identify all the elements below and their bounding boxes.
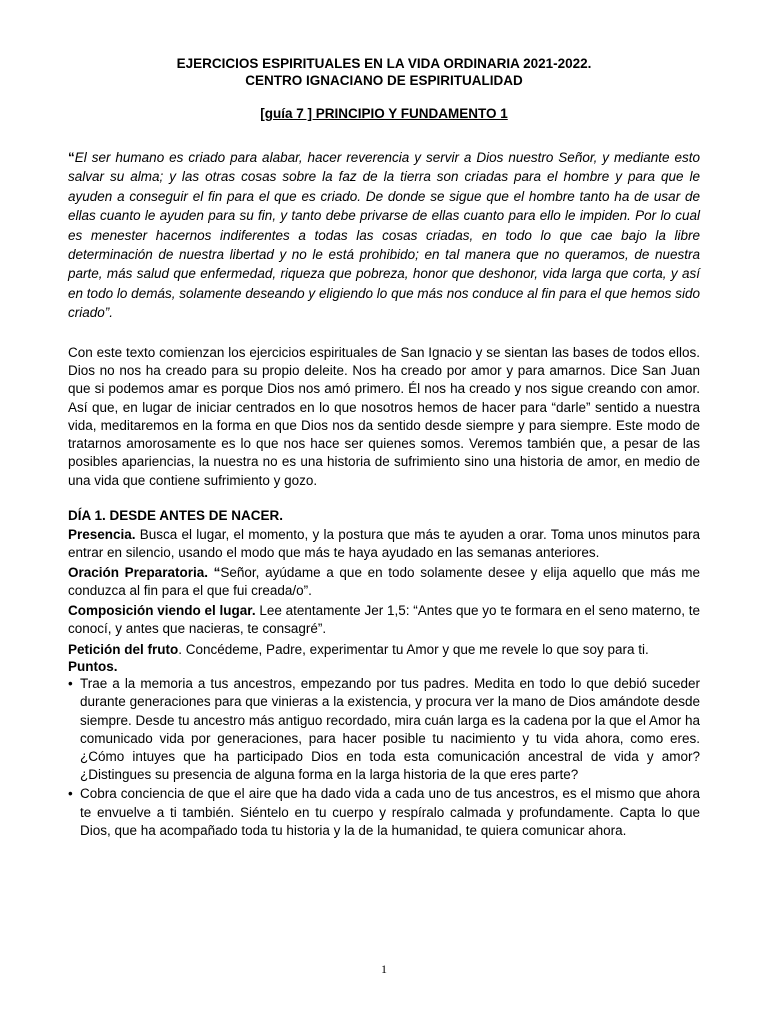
guide-heading <box>68 106 700 121</box>
points-list <box>68 675 700 840</box>
section-composicion <box>68 602 700 637</box>
bullet-icon: • <box>68 786 73 802</box>
point-text: Cobra conciencia de que el aire que ha dado vida a cada uno de tus ancestros, es el mismo que ahora te envuelve a ti también. Siéntelo en tu cuerpo y respíralo calmada y profundamente. Capta lo que Dios, que ha acompañado toda tu historia y la de la humanidad, te quiera comunicar ahora. <box>80 786 700 838</box>
section-label: Composición viendo el lugar. <box>68 603 256 619</box>
bullet-icon: • <box>68 676 73 692</box>
page-number: 1 <box>381 962 387 976</box>
quote-open-mark: “ <box>68 150 75 165</box>
section-text: . Concédeme, Padre, experimentar tu Amor y que me revele lo que soy para ti. <box>178 641 649 657</box>
section-peticion <box>68 641 700 659</box>
guide-label: [guía 7 ] PRINCIPIO Y FUNDAMENTO 1 <box>260 106 508 121</box>
section-text: Busca el lugar, el momento, y la postura que más te ayuden a orar. Toma unos minutos para entrar en silencio, usando el modo que más te haya ayudado en las semanas anteriores. <box>68 527 700 560</box>
section-label: Petición del fruto <box>68 641 179 657</box>
list-item <box>68 785 700 840</box>
section-text: Señor, ayúdame a que en todo solamente desee y elija aquello que más me conduzca al fin para el que fui creada/o”. <box>68 565 700 598</box>
intro-paragraph: Con este texto comienzan los ejercicios espirituales de San Ignacio y se sientan las bases de todos ellos. Dios no nos ha creado para su propio deleite. Nos ha creado por amor y para amarnos. Dice San Juan que si podemos amar es porque Dios nos amó primero. Él nos ha creado y nos sigue creando con amor. Así que, en lugar de iniciar centrados en lo que nosotros hemos de hacer para “darle” sentido a nuestra vida, meditaremos en la forma en que Dios nos da sentido desde siempre y para siempre. Este modo de tratarnos amorosamente es lo que nos hace ser quienes somos. Veremos también que, a pesar de las posibles apariencias, la nuestra no es una historia de sufrimiento sino una historia de amor, en medio de una vida que contiene sufrimiento y gozo. <box>68 344 700 488</box>
point-text: Trae a la memoria a tus ancestros, empezando por tus padres. Medita en todo lo que debió suceder durante generaciones para que vinieras a la existencia, y procura ver la mano de Dios amándote desde siempre. Desde tu ancestro más antiguo recordado, mira cuán larga es la cadena por la que el Amor ha comunicado vida por generaciones, para hacer posible tu nacimiento y tu vida ahora, como eres. ¿Cómo intuyes que ha participado Dios en toda esta comunicación ancestral de vida y amor? ¿Distingues su presencia de alguna forma en la larga historia de la que eres parte? <box>80 676 700 783</box>
section-oracion-preparatoria <box>68 564 700 599</box>
section-label: Oración Preparatoria. “ <box>68 565 221 581</box>
day-1-heading: DÍA 1. DESDE ANTES DE NACER. <box>68 508 284 524</box>
section-text: Lee atentamente Jer 1,5: “Antes que yo te formara en el seno materno, te conocí, y antes que nacieras, te consagré”. <box>68 603 701 636</box>
ignatius-quote <box>68 148 700 323</box>
quote-text: El ser humano es criado para alabar, hacer reverencia y servir a Dios nuestro Señor, y mediante esto salvar su alma; y las otras cosas sobre la faz de la tierra son criadas para el hombre y para que le ayuden a conseguir el fin para el que es criado. De donde se sigue que el hombre tanto ha de usar de ellas cuanto le ayuden para su fin, y tanto debe privarse de ellas cuanto para ello le impiden. Por lo cual es menester hacernos indiferentes a todas las cosas criadas, en todo lo que cae bajo la libre determinación de nuestra libertad y no le está prohibido; en tal manera que no queramos, de nuestra parte, más salud que enfermedad, riqueza que pobreza, honor que deshonor, vida larga que corta, y así en todo lo demás, solamente deseando y eligiendo lo que más nos conduce al fin para el que hemos sido criado”. <box>68 150 700 321</box>
section-label: Presencia. <box>68 527 136 543</box>
title-line-1: EJERCICIOS ESPIRITUALES EN LA VIDA ORDINARIA 2021-2022. <box>176 56 592 71</box>
list-item <box>68 675 700 784</box>
section-presencia <box>68 526 700 561</box>
document-title <box>68 55 700 89</box>
points-title: Puntos. <box>68 659 118 675</box>
title-line-2: CENTRO IGNACIANO DE ESPIRITUALIDAD <box>245 73 523 88</box>
